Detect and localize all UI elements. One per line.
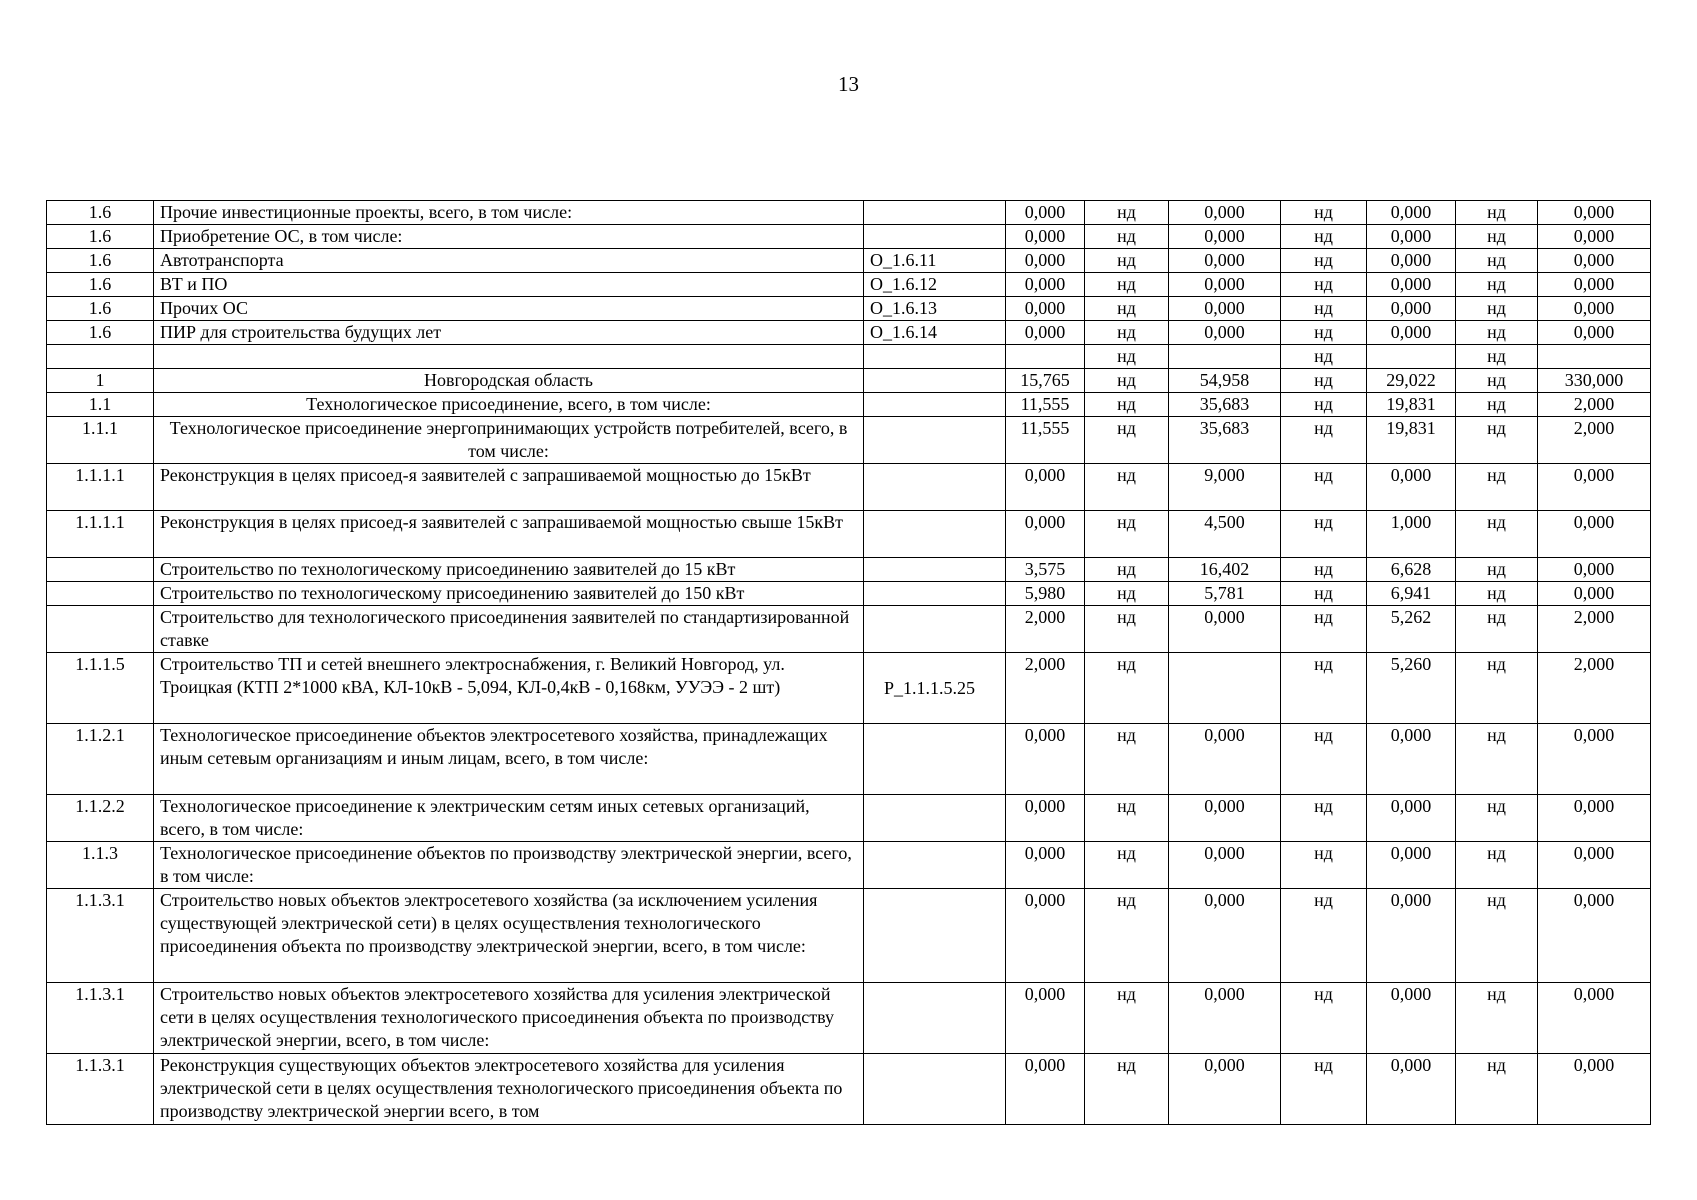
nd-col-1: нд — [1085, 464, 1169, 511]
nd-col-3: нд — [1456, 511, 1538, 558]
nd-col-3: нд — [1456, 889, 1538, 983]
nd-col-2: нд — [1281, 321, 1367, 345]
value-col-2: 0,000 — [1169, 201, 1281, 225]
row-code — [864, 464, 1006, 511]
table-row — [47, 393, 1651, 417]
value-col-1: 0,000 — [1006, 983, 1085, 1054]
nd-col-1: нд — [1085, 724, 1169, 795]
value-col-3: 29,022 — [1367, 369, 1456, 393]
value-col-4: 0,000 — [1538, 582, 1651, 606]
value-col-3: 0,000 — [1367, 225, 1456, 249]
value-col-3 — [1367, 345, 1456, 369]
value-col-3: 0,000 — [1367, 297, 1456, 321]
row-number: 1.1 — [47, 393, 154, 417]
nd-col-3: нд — [1456, 582, 1538, 606]
value-col-4: 0,000 — [1538, 273, 1651, 297]
nd-col-2: нд — [1281, 795, 1367, 842]
value-col-2: 0,000 — [1169, 225, 1281, 249]
value-col-1: 0,000 — [1006, 225, 1085, 249]
row-number: 1.6 — [47, 225, 154, 249]
row-name: Новгородская область — [154, 369, 864, 393]
nd-col-1: нд — [1085, 1054, 1169, 1125]
value-col-2: 0,000 — [1169, 606, 1281, 653]
table-row — [47, 369, 1651, 393]
table-row — [47, 1054, 1651, 1125]
value-col-2: 16,402 — [1169, 558, 1281, 582]
value-col-1: 15,765 — [1006, 369, 1085, 393]
value-col-3: 6,628 — [1367, 558, 1456, 582]
row-name: Прочие инвестиционные проекты, всего, в том числе: — [154, 201, 864, 225]
value-col-4: 0,000 — [1538, 511, 1651, 558]
nd-col-3: нд — [1456, 273, 1538, 297]
nd-col-1: нд — [1085, 225, 1169, 249]
value-col-1: 0,000 — [1006, 201, 1085, 225]
nd-col-3: нд — [1456, 842, 1538, 889]
nd-col-3: нд — [1456, 369, 1538, 393]
value-col-4: 0,000 — [1538, 889, 1651, 983]
nd-col-2: нд — [1281, 1054, 1367, 1125]
nd-col-1: нд — [1085, 606, 1169, 653]
value-col-3: 0,000 — [1367, 464, 1456, 511]
value-col-3: 0,000 — [1367, 842, 1456, 889]
value-col-4: 0,000 — [1538, 321, 1651, 345]
value-col-1: 0,000 — [1006, 273, 1085, 297]
row-number: 1.1.3.1 — [47, 1054, 154, 1125]
nd-col-2: нд — [1281, 249, 1367, 273]
row-code — [864, 225, 1006, 249]
nd-col-3: нд — [1456, 297, 1538, 321]
value-col-1: 2,000 — [1006, 606, 1085, 653]
table-row — [47, 606, 1651, 653]
value-col-2: 0,000 — [1169, 249, 1281, 273]
nd-col-3: нд — [1456, 653, 1538, 724]
row-number: 1.6 — [47, 321, 154, 345]
nd-col-1: нд — [1085, 345, 1169, 369]
row-number: 1.1.3.1 — [47, 983, 154, 1054]
value-col-1: 5,980 — [1006, 582, 1085, 606]
nd-col-3: нд — [1456, 417, 1538, 464]
value-col-3: 0,000 — [1367, 249, 1456, 273]
page-number: 13 — [838, 72, 859, 96]
nd-col-1: нд — [1085, 297, 1169, 321]
value-col-4: 0,000 — [1538, 724, 1651, 795]
value-col-2: 0,000 — [1169, 273, 1281, 297]
value-col-2 — [1169, 345, 1281, 369]
row-name: Автотранспорта — [154, 249, 864, 273]
row-code — [864, 393, 1006, 417]
row-name: Реконструкция в целях присоед-я заявителей с запрашиваемой мощностью свыше 15кВт — [154, 511, 864, 558]
value-col-3: 5,262 — [1367, 606, 1456, 653]
nd-col-1: нд — [1085, 511, 1169, 558]
nd-col-3: нд — [1456, 606, 1538, 653]
row-name — [154, 345, 864, 369]
row-name: ВТ и ПО — [154, 273, 864, 297]
row-code — [864, 345, 1006, 369]
nd-col-2: нд — [1281, 297, 1367, 321]
nd-col-3: нд — [1456, 393, 1538, 417]
value-col-3: 19,831 — [1367, 393, 1456, 417]
row-number: 1.6 — [47, 201, 154, 225]
nd-col-2: нд — [1281, 345, 1367, 369]
value-col-4: 0,000 — [1538, 842, 1651, 889]
row-name: Строительство ТП и сетей внешнего электроснабжения, г. Великий Новгород, ул. Троицкая (КТП 2*1000 кВА, КЛ-10кВ - 5,094, КЛ-0,4кВ - 0,168км, УУЭЭ - 2 шт) — [154, 653, 864, 724]
row-number: 1.6 — [47, 249, 154, 273]
nd-col-3: нд — [1456, 983, 1538, 1054]
value-col-4: 0,000 — [1538, 249, 1651, 273]
value-col-2: 0,000 — [1169, 297, 1281, 321]
table-row — [47, 558, 1651, 582]
nd-col-2: нд — [1281, 273, 1367, 297]
value-col-4: 0,000 — [1538, 1054, 1651, 1125]
value-col-2: 35,683 — [1169, 393, 1281, 417]
row-number — [47, 345, 154, 369]
row-name: Строительство новых объектов электросетевого хозяйства для усиления электрической сети в целях осуществления технологического присоединения объекта по производству электрической энергии, всего, в том числе: — [154, 983, 864, 1054]
nd-col-2: нд — [1281, 417, 1367, 464]
value-col-1: 2,000 — [1006, 653, 1085, 724]
nd-col-3: нд — [1456, 321, 1538, 345]
nd-col-2: нд — [1281, 606, 1367, 653]
value-col-3: 0,000 — [1367, 201, 1456, 225]
value-col-4: 0,000 — [1538, 558, 1651, 582]
row-name: Реконструкция существующих объектов электросетевого хозяйства для усиления электрической сети в целях осуществления технологического присоединения объекта по производству электрической энергии всего, в том — [154, 1054, 864, 1125]
value-col-2: 5,781 — [1169, 582, 1281, 606]
nd-col-3: нд — [1456, 345, 1538, 369]
nd-col-3: нд — [1456, 795, 1538, 842]
nd-col-1: нд — [1085, 558, 1169, 582]
value-col-1: 0,000 — [1006, 724, 1085, 795]
row-code — [864, 1054, 1006, 1125]
nd-col-2: нд — [1281, 582, 1367, 606]
table-row — [47, 345, 1651, 369]
value-col-3: 1,000 — [1367, 511, 1456, 558]
value-col-1: 0,000 — [1006, 1054, 1085, 1125]
value-col-1: 0,000 — [1006, 297, 1085, 321]
value-col-2: 0,000 — [1169, 889, 1281, 983]
value-col-1: 0,000 — [1006, 511, 1085, 558]
row-code — [864, 606, 1006, 653]
nd-col-3: нд — [1456, 724, 1538, 795]
value-col-4: 0,000 — [1538, 795, 1651, 842]
row-name: Технологическое присоединение к электрическим сетям иных сетевых организаций, всего, в том числе: — [154, 795, 864, 842]
table-row — [47, 795, 1651, 842]
nd-col-2: нд — [1281, 724, 1367, 795]
value-col-2: 0,000 — [1169, 983, 1281, 1054]
row-code: О_1.6.14 — [864, 321, 1006, 345]
nd-col-2: нд — [1281, 225, 1367, 249]
nd-col-2: нд — [1281, 201, 1367, 225]
value-col-1: 3,575 — [1006, 558, 1085, 582]
nd-col-2: нд — [1281, 842, 1367, 889]
nd-col-2: нд — [1281, 558, 1367, 582]
value-col-3: 19,831 — [1367, 417, 1456, 464]
row-name: Строительство по технологическому присоединению заявителей до 150 кВт — [154, 582, 864, 606]
value-col-1: 0,000 — [1006, 249, 1085, 273]
row-number: 1.6 — [47, 297, 154, 321]
value-col-2: 4,500 — [1169, 511, 1281, 558]
row-name: Технологическое присоединение энергопринимающих устройств потребителей, всего, в том числе: — [154, 417, 864, 464]
row-number — [47, 606, 154, 653]
value-col-4: 2,000 — [1538, 393, 1651, 417]
row-number: 1.1.1 — [47, 417, 154, 464]
nd-col-1: нд — [1085, 582, 1169, 606]
row-code — [864, 417, 1006, 464]
nd-col-2: нд — [1281, 983, 1367, 1054]
table-row — [47, 842, 1651, 889]
value-col-3: 0,000 — [1367, 795, 1456, 842]
row-name: Технологическое присоединение объектов электросетевого хозяйства, принадлежащих иным сетевым организациям и иным лицам, всего, в том числе: — [154, 724, 864, 795]
investment-program-table — [46, 200, 1651, 1125]
nd-col-1: нд — [1085, 653, 1169, 724]
row-number: 1.1.2.2 — [47, 795, 154, 842]
row-number: 1.1.3 — [47, 842, 154, 889]
nd-col-3: нд — [1456, 464, 1538, 511]
row-number — [47, 582, 154, 606]
value-col-4: 0,000 — [1538, 464, 1651, 511]
value-col-4: 0,000 — [1538, 201, 1651, 225]
table-row — [47, 297, 1651, 321]
value-col-3: 0,000 — [1367, 983, 1456, 1054]
value-col-4: 330,000 — [1538, 369, 1651, 393]
value-col-3: 5,260 — [1367, 653, 1456, 724]
value-col-1 — [1006, 345, 1085, 369]
value-col-4: 0,000 — [1538, 225, 1651, 249]
row-number — [47, 558, 154, 582]
value-col-2 — [1169, 653, 1281, 724]
row-number: 1.1.1.1 — [47, 464, 154, 511]
value-col-4: 2,000 — [1538, 606, 1651, 653]
row-code: О_1.6.13 — [864, 297, 1006, 321]
table-row — [47, 273, 1651, 297]
row-number: 1.1.3.1 — [47, 889, 154, 983]
row-code — [864, 582, 1006, 606]
table-row — [47, 225, 1651, 249]
row-number: 1.1.2.1 — [47, 724, 154, 795]
row-code — [864, 724, 1006, 795]
table-body — [47, 201, 1651, 1125]
row-code — [864, 842, 1006, 889]
nd-col-3: нд — [1456, 225, 1538, 249]
value-col-1: 0,000 — [1006, 321, 1085, 345]
value-col-1: 0,000 — [1006, 464, 1085, 511]
value-col-2: 0,000 — [1169, 1054, 1281, 1125]
nd-col-1: нд — [1085, 842, 1169, 889]
table-row — [47, 582, 1651, 606]
value-col-1: 11,555 — [1006, 417, 1085, 464]
row-code: О_1.6.11 — [864, 249, 1006, 273]
row-code — [864, 511, 1006, 558]
row-code — [864, 983, 1006, 1054]
value-col-3: 0,000 — [1367, 1054, 1456, 1125]
value-col-3: 0,000 — [1367, 273, 1456, 297]
row-code — [864, 795, 1006, 842]
nd-col-2: нд — [1281, 393, 1367, 417]
nd-col-1: нд — [1085, 201, 1169, 225]
value-col-4: 0,000 — [1538, 297, 1651, 321]
nd-col-2: нд — [1281, 511, 1367, 558]
value-col-1: 0,000 — [1006, 842, 1085, 889]
value-col-2: 0,000 — [1169, 724, 1281, 795]
row-name: Реконструкция в целях присоед-я заявителей с запрашиваемой мощностью до 15кВт — [154, 464, 864, 511]
value-col-2: 0,000 — [1169, 321, 1281, 345]
row-code — [864, 369, 1006, 393]
row-name: Строительство для технологического присоединения заявителей по стандартизированной ставке — [154, 606, 864, 653]
nd-col-3: нд — [1456, 1054, 1538, 1125]
nd-col-2: нд — [1281, 889, 1367, 983]
row-number: 1.1.1.1 — [47, 511, 154, 558]
value-col-3: 0,000 — [1367, 889, 1456, 983]
row-code: Р_1.1.1.5.25 — [864, 653, 1006, 724]
table-row — [47, 464, 1651, 511]
table-row — [47, 983, 1651, 1054]
value-col-3: 0,000 — [1367, 724, 1456, 795]
value-col-4: 2,000 — [1538, 417, 1651, 464]
row-name: Прочих ОС — [154, 297, 864, 321]
value-col-3: 6,941 — [1367, 582, 1456, 606]
value-col-2: 54,958 — [1169, 369, 1281, 393]
nd-col-1: нд — [1085, 795, 1169, 842]
value-col-4 — [1538, 345, 1651, 369]
nd-col-2: нд — [1281, 653, 1367, 724]
value-col-4: 0,000 — [1538, 983, 1651, 1054]
table-row — [47, 724, 1651, 795]
nd-col-1: нд — [1085, 983, 1169, 1054]
row-number: 1.1.1.5 — [47, 653, 154, 724]
value-col-2: 0,000 — [1169, 795, 1281, 842]
table-row — [47, 417, 1651, 464]
nd-col-3: нд — [1456, 249, 1538, 273]
value-col-4: 2,000 — [1538, 653, 1651, 724]
nd-col-1: нд — [1085, 273, 1169, 297]
table-row — [47, 653, 1651, 724]
nd-col-1: нд — [1085, 369, 1169, 393]
nd-col-3: нд — [1456, 558, 1538, 582]
nd-col-1: нд — [1085, 889, 1169, 983]
row-name: Технологическое присоединение, всего, в том числе: — [154, 393, 864, 417]
row-name: Технологическое присоединение объектов по производству электрической энергии, всего, в том числе: — [154, 842, 864, 889]
row-name: Приобретение ОС, в том числе: — [154, 225, 864, 249]
nd-col-2: нд — [1281, 369, 1367, 393]
value-col-1: 0,000 — [1006, 889, 1085, 983]
value-col-1: 11,555 — [1006, 393, 1085, 417]
row-name: Строительство новых объектов электросетевого хозяйства (за исключением усиления существующей электрической сети) в целях осуществления технологического присоединения объекта по производству электрической энергии, всего, в том числе: — [154, 889, 864, 983]
row-number: 1.6 — [47, 273, 154, 297]
nd-col-1: нд — [1085, 321, 1169, 345]
table-row — [47, 201, 1651, 225]
nd-col-1: нд — [1085, 417, 1169, 464]
nd-col-3: нд — [1456, 201, 1538, 225]
nd-col-1: нд — [1085, 393, 1169, 417]
value-col-3: 0,000 — [1367, 321, 1456, 345]
nd-col-2: нд — [1281, 464, 1367, 511]
value-col-2: 0,000 — [1169, 842, 1281, 889]
row-code: О_1.6.12 — [864, 273, 1006, 297]
row-code — [864, 558, 1006, 582]
row-code — [864, 889, 1006, 983]
row-code — [864, 201, 1006, 225]
row-name: Строительство по технологическому присоединению заявителей до 15 кВт — [154, 558, 864, 582]
table-row — [47, 249, 1651, 273]
value-col-2: 9,000 — [1169, 464, 1281, 511]
table-row — [47, 889, 1651, 983]
value-col-1: 0,000 — [1006, 795, 1085, 842]
nd-col-1: нд — [1085, 249, 1169, 273]
value-col-2: 35,683 — [1169, 417, 1281, 464]
row-number: 1 — [47, 369, 154, 393]
table-row — [47, 321, 1651, 345]
row-name: ПИР для строительства будущих лет — [154, 321, 864, 345]
table-row — [47, 511, 1651, 558]
